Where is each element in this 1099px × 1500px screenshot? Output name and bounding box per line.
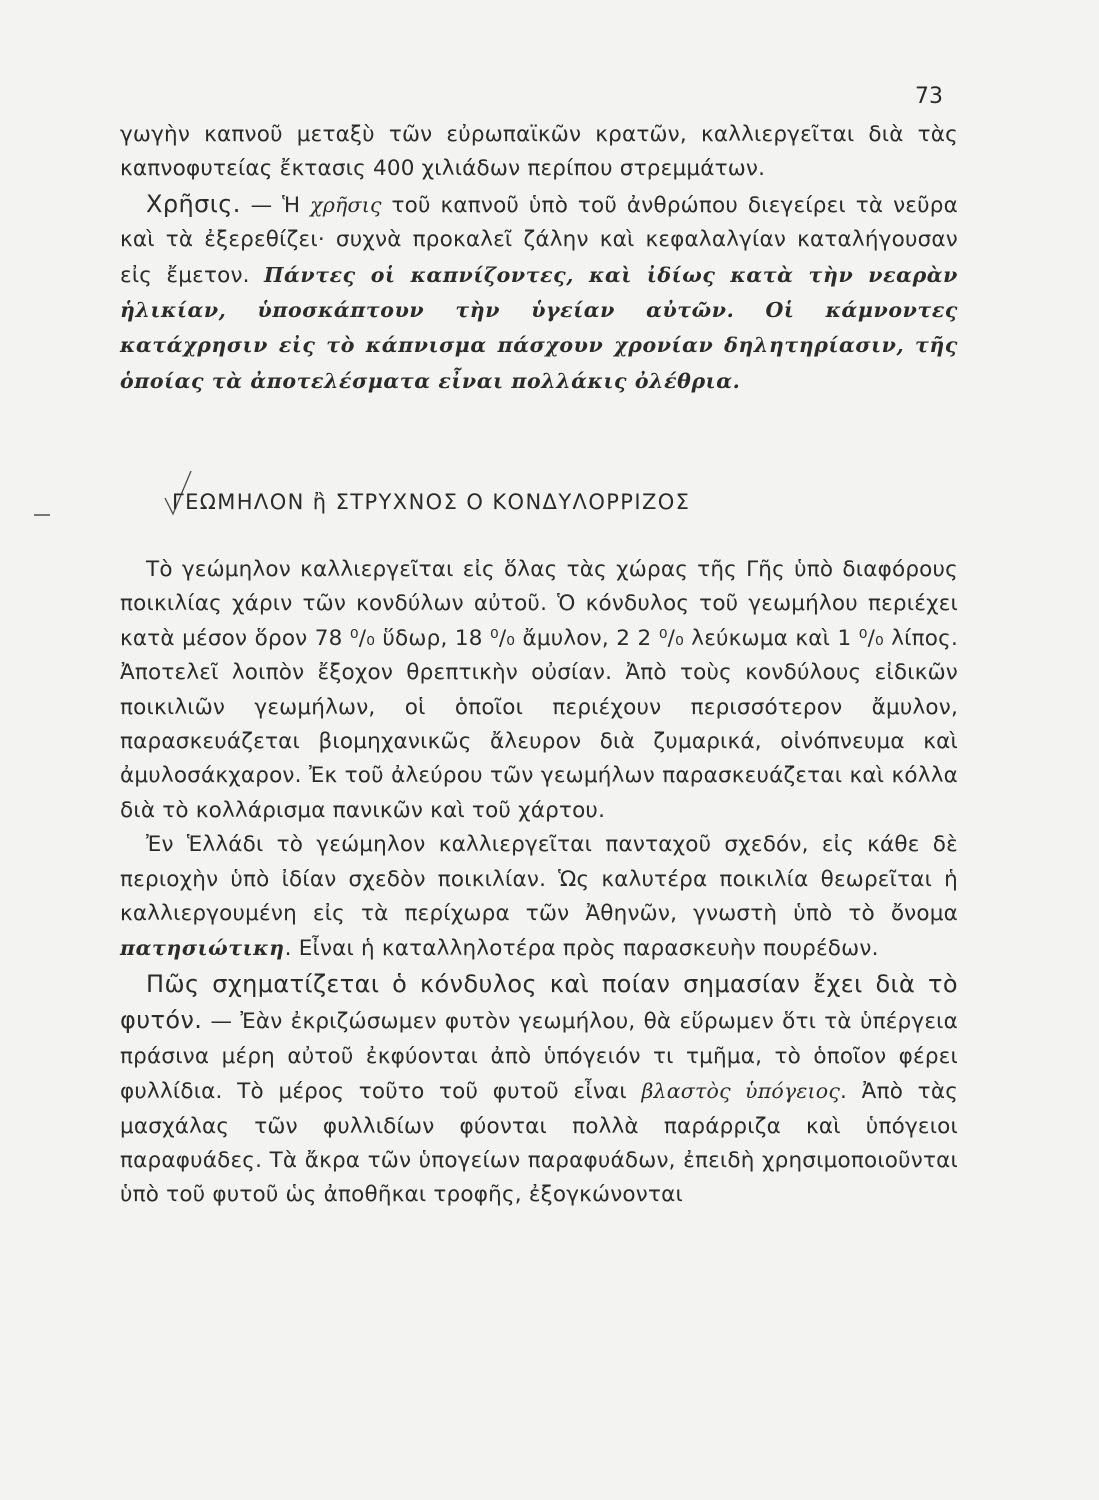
page-number: 73 (915, 84, 943, 109)
paragraph: Τὸ γεώμηλον καλλιεργεῖται εἰς ὅλας τὰς χώρας τῆς Γῆς ὑπὸ διαφόρους ποικιλίας χάριν τῶν κονδύλων αὐτοῦ. Ὁ κόνδυλος τοῦ γεωμήλου περιέχει κατὰ μέσον ὅρον 78 ⁰/₀ ὕδωρ, 18 ⁰/₀ ἄμυλον, 2 2 ⁰/₀ λεύκωμα καὶ 1 ⁰/₀ λίπος. Ἀποτελεῖ λοιπὸν ἔξοχον θρεπτικὴν οὐσίαν. Ἀπὸ τοὺς κονδύλους εἰδικῶν ποικιλιῶν γεωμήλων, οἱ ὁποῖοι περιέχουν περισσότερον ἄμυλον, παρασκευάζεται βιομηχανικῶς ἄλευρον διὰ ζυμαρικά, οἰνόπνευμα καὶ ἀμυλοσάκχαρον. Ἐκ τοῦ ἀλεύρου τῶν γεωμήλων παρασκευάζεται καὶ κόλλα διὰ τὸ κολλάρισμα πανικῶν καὶ τοῦ χάρτου. (120, 557, 958, 823)
emphasis-text: Πάντες οἱ καπνίζοντες, καὶ ἰδίως κατὰ τὴν νεαρὰν ἡλικίαν, ὑποσκάπτουν τὴν ὑγείαν αὐτῶν. Οἱ κάμνοντες κατάχρησιν εἰς τὸ κάπνισμα πάσχουν χρονίαν δηλητηρίασιν, τῆς ὁποίας τὰ ἀποτελέσματα εἶναι πολλάκις ὀλέθρια. (120, 262, 958, 393)
inline-heading: Χρῆσις. (146, 189, 241, 218)
tobacco-section-text (120, 118, 958, 399)
potato-section-text (120, 553, 958, 1213)
paragraph-tuber: Πῶς σχηματίζεται ὁ κόνδυλος καὶ ποίαν σημασίαν ἔχει διὰ τὸ φυτόν. — Ἐὰν ἐκριζώσωμεν φυτὸν γεωμήλου, θὰ εὕρωμεν ὅτι τὰ ὑπέργεια πράσινα μέρη αὐτοῦ ἐκφύονται ἀπὸ ὑπόγειόν τι τμῆμα, τὸ ὁποῖον φέρει φυλλίδια. Τὸ μέρος τοῦτο τοῦ φυτοῦ εἶναι βλαστὸς ὑπόγειος. Ἀπὸ τὰς μασχάλας τῶν φυλλιδίων φύονται πολλὰ παράρριζα καὶ ὑπόγειοι παραφυάδες. Τὰ ἄκρα τῶν ὑπογείων παραφυάδων, ἐπειδὴ χρησιμοποιοῦνται ὑπὸ τοῦ φυτοῦ ὡς ἀποθῆκαι τροφῆς, ἐξογκώνονται (120, 969, 959, 1208)
paragraph-use: Χρῆσις. — Ἡ χρῆσις τοῦ καπνοῦ ὑπὸ τοῦ ἀνθρώπου διεγείρει τὰ νεῦρα καὶ τὰ ἐξερεθίζει· συχνὰ προκαλεῖ ζάλην καὶ κεφαλαλγίαν καταλήγουσαν εἰς ἔμετον. Πάντες οἱ καπνίζοντες, καὶ ἰδίως κατὰ τὴν νεαρὰν ἡλικίαν, ὑποσκάπτουν τὴν ὑγείαν αὐτῶν. Οἱ κάμνοντες κατάχρησιν εἰς τὸ κάπνισμα πάσχουν χρονίαν δηλητηρίασιν, τῆς ὁποίας τὰ ἀποτελέσματα εἶναι πολλάκις ὀλέθρια. (120, 189, 958, 393)
inline-heading: Πῶς σχηματίζεται ὁ κόνδυλος καὶ ποίαν σημασίαν ἔχει διὰ τὸ φυτόν. (120, 969, 958, 1035)
margin-mark (34, 514, 50, 516)
paragraph: Ἐν Ἑλλάδι τὸ γεώμηλον καλλιεργεῖται πανταχοῦ σχεδόν, εἰς κάθε δὲ περιοχὴν ὑπὸ ἰδίαν σχεδὸν ποικιλίαν. Ὡς καλυτέρα ποικιλία θεωρεῖται ἡ καλλιεργουμένη εἰς τὰ περίχωρα τῶν Ἀθηνῶν, γνωστὴ ὑπὸ τὸ ὄνομα πατησιώτικη. Εἶναι ἡ καταλληλοτέρα πρὸς παρασκευὴν πουρέδων. (120, 832, 958, 962)
paragraph: γωγὴν καπνοῦ μεταξὺ τῶν εὐρωπαϊκῶν κρατῶν, καλλιεργεῖται διὰ τὰς καπνοφυτείας ἔκτασις 400 χιλιάδων περίπου στρεμμάτων. (120, 122, 958, 182)
section-heading: ΓΕΩΜΗΛΟΝ ἢ ΣΤΡΥΧΝΟΣ Ο ΚΟΝΔΥΛΟΡΡΙΖΟΣ (172, 490, 691, 514)
